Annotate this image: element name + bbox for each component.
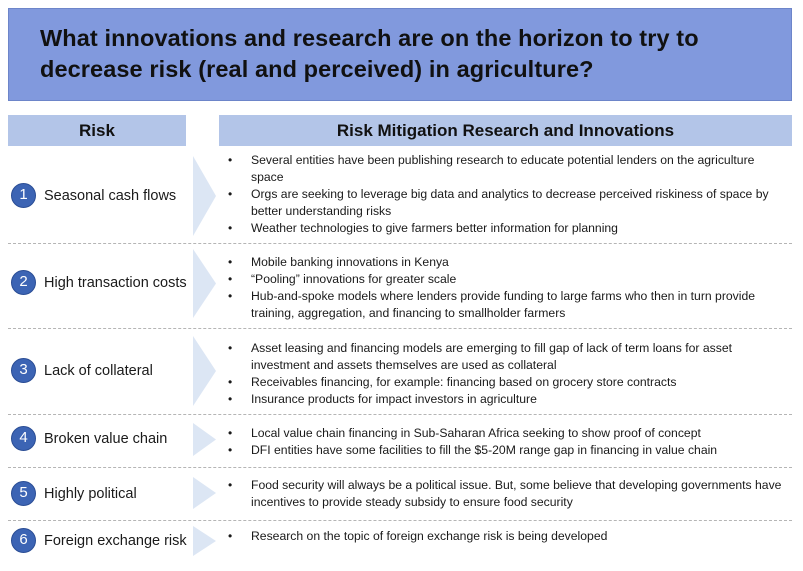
list-item: • Research on the topic of foreign exchange risk is being developed — [228, 528, 790, 545]
risk-item-foreign-exchange-risk — [11, 528, 187, 553]
list-item: • “Pooling” innovations for greater scale — [228, 271, 790, 288]
list-item: • Local value chain financing in Sub-Saharan Africa seeking to show proof of concept — [228, 425, 790, 442]
risk-item-highly-political — [11, 481, 137, 506]
row-divider — [8, 243, 792, 244]
risk-item-broken-value-chain — [11, 426, 167, 451]
number-badge: 1 — [11, 183, 36, 208]
number-badge: 6 — [11, 528, 36, 553]
risk-column-header: Risk — [8, 115, 186, 146]
list-item: • Weather technologies to give farmers better information for planning — [228, 220, 790, 237]
chevron-right-icon — [193, 526, 216, 556]
number-badge: 3 — [11, 358, 36, 383]
chevron-right-icon — [193, 156, 216, 236]
mitigation-list — [228, 477, 790, 511]
risk-label: Seasonal cash flows — [44, 187, 177, 204]
number-badge: 4 — [11, 426, 36, 451]
mitigation-list — [228, 528, 790, 545]
risk-label: Foreign exchange risk — [44, 532, 187, 549]
row-divider — [8, 328, 792, 329]
risk-item-high-transaction-costs — [11, 270, 187, 295]
chevron-right-icon — [193, 249, 216, 318]
chevron-right-icon — [193, 336, 216, 406]
mitigation-list — [228, 425, 790, 459]
mitigation-list — [228, 254, 790, 322]
list-item: • Receivables financing, for example: financing based on grocery store contracts — [228, 374, 790, 391]
number-badge: 2 — [11, 270, 36, 295]
list-item: • Several entities have been publishing research to educate potential lenders on the agriculture space — [228, 152, 790, 186]
row-divider — [8, 414, 792, 415]
list-item: • Hub-and-spoke models where lenders provide funding to large farms who then in turn provide training, aggregation, and financing to smallholder farmers — [228, 288, 790, 322]
chevron-right-icon — [193, 423, 216, 456]
risk-item-seasonal-cash-flows — [11, 183, 176, 208]
list-item: • DFI entities have some facilities to fill the $5-20M range gap in financing in value chain — [228, 442, 790, 459]
number-badge: 5 — [11, 481, 36, 506]
risk-item-lack-of-collateral — [11, 358, 153, 383]
page-title: What innovations and research are on the horizon to try to decrease risk (real and perceived) in agriculture? — [40, 25, 699, 82]
risk-label: Highly political — [44, 485, 137, 502]
list-item: • Food security will always be a political issue. But, some believe that developing governments have incentives to provide steady subsidy to ensure food security — [228, 477, 790, 511]
risk-label: High transaction costs — [44, 274, 187, 291]
list-item: • Mobile banking innovations in Kenya — [228, 254, 790, 271]
row-divider — [8, 467, 792, 468]
list-item: • Asset leasing and financing models are emerging to fill gap of lack of term loans for asset investment and assets themselves are used as collateral — [228, 340, 790, 374]
risk-label: Broken value chain — [44, 430, 168, 447]
title-banner — [8, 8, 792, 101]
mitigation-list — [228, 340, 790, 408]
row-divider — [8, 520, 792, 521]
list-item: • Orgs are seeking to leverage big data and analytics to decrease perceived riskiness of space by better understanding risks — [228, 186, 790, 220]
mitigation-list — [228, 152, 790, 237]
chevron-right-icon — [193, 477, 216, 509]
risk-label: Lack of collateral — [44, 362, 153, 379]
list-item: • Insurance products for impact investors in agriculture — [228, 391, 790, 408]
mitigation-column-header: Risk Mitigation Research and Innovations — [219, 115, 792, 146]
